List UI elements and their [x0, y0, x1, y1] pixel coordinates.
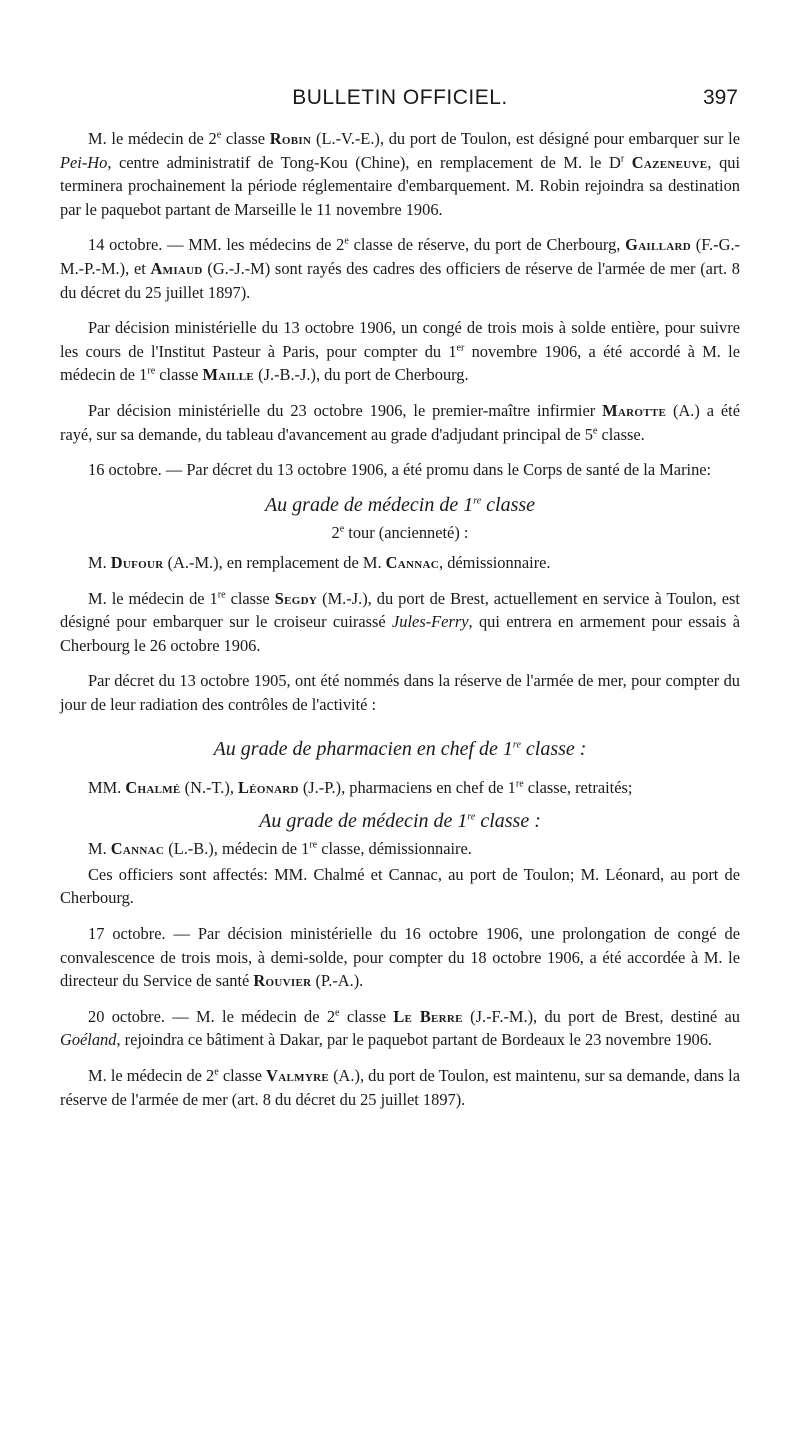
paragraph-affectations: Ces officiers sont affectés: MM. Chalmé et Cannac, au port de Toulon; M. Léonard, au port de Cherbourg. [60, 864, 740, 908]
paragraph-14-octobre: 14 octobre. — MM. les médecins de 2e classe de réserve, du port de Cherbourg, Gaillard (F.-G.-M.-P.-M.), et Amiaud (G.-J.-M) sont rayés des cadres des officiers de réserve de l'armée de mer (art. 8 du décret du 25 juillet 1897). [60, 235, 741, 302]
name-dufour: Dufour [110, 552, 164, 572]
paragraph-20-octobre: 20 octobre. — M. le médecin de 2e classe Le Berre (J.-F.-M.), du port de Brest, destiné au Goéland, rejoindra ce bâtiment à Dakar, par le paquebot partant de Bordeaux le 23 novembre 1906. [60, 1006, 740, 1050]
ship-name: Pei-Ho [60, 152, 108, 172]
name-le-berre: Le Berre [393, 1006, 463, 1026]
running-title: BULLETIN OFFICIEL. [292, 86, 508, 109]
name-rouvier: Rouvier [253, 971, 312, 991]
paragraph-segdy: M. le médecin de 1re classe Segdy (M.-J.), du port de Brest, actuellement en service à Toulon, est désigné pour embarquer sur le croiseur cuirassé Jules-Ferry, qui entrera en armement pour essais à Cherbourg le 26 octobre 1906. [60, 588, 740, 655]
paragraph-dufour: M. Dufour (A.-M.), en remplacement de M. Cannac, démissionnaire. [88, 552, 551, 572]
paragraph-maille: Par décision ministérielle du 13 octobre 1906, un congé de trois mois à solde entière, pour suivre les cours de l'Institut Pasteur à Paris, pour compter du 1er novembre 1906, a été accordé à M. le médecin de 1re classe Maille (J.-B.-J.), du port de Cherbourg. [60, 318, 740, 385]
ship-name: Jules-Ferry [392, 612, 469, 632]
paragraph-robin: M. le médecin de 2e classe Robin (L.-V.-E.), du port de Toulon, est désigné pour embarquer sur le Pei-Ho, centre administratif de Tong-Kou (Chine), en remplacement de M. le $D^r$ Cazeneuve, qui terminera prochainement la période réglementaire d'embarquement. M. Robin rejoindra sa destination par le paquebot partant de Marseille le 11 novembre 1906. [60, 129, 741, 219]
paragraph-16-octobre: 16 octobre. — Par décret du 13 octobre 1906, a été promu dans le Corps de santé de la Marine: [88, 460, 712, 480]
paragraph-chalme-leonard: MM. Chalmé (N.-T.), Léonard (J.-P.), pharmaciens en chef de 1re classe, retraités; [88, 778, 633, 798]
name-cannac: Cannac [110, 839, 165, 859]
section-heading-medecin-1re: Au grade de médecin de 1re classe [264, 493, 536, 516]
name-maille: Maille [202, 365, 255, 385]
name-segdy: Segdy [274, 588, 318, 608]
name-chalme: Chalmé [125, 778, 181, 798]
section-heading-medecin-1re-b: Au grade de médecin de 1re classe : [259, 809, 541, 832]
paragraph-marotte: Par décision ministérielle du 23 octobre 1906, le premier-maître infirmier Marotte (A.) a été rayé, sur sa demande, du tableau d'avancement au grade d'adjudant principal de 5e classe. [60, 400, 740, 444]
section-heading-pharmacien: Au grade de pharmacien en chef de 1re classe : [213, 738, 587, 761]
paragraph-decret-1905: Par décret du 13 octobre 1905, ont été nommés dans la réserve de l'armée de mer, pour compter du jour de leur radiation des contrôles de l'activité : [60, 671, 740, 714]
name-cannac: Cannac [385, 552, 439, 572]
paragraph-valmyre: M. le médecin de 2e classe Valmyre (A.), du port de Toulon, est maintenu, sur sa demande, dans la réserve de l'armée de mer (art. 8 du décret du 25 juillet 1897). [60, 1066, 740, 1109]
ship-name: Goéland [60, 1030, 117, 1050]
document-body [60, 127, 740, 1123]
name-cazeneuve: Cazeneuve [631, 152, 708, 172]
name-marotte: Marotte [602, 400, 667, 420]
page-header [0, 86, 800, 116]
name-amiaud: Amiaud [150, 258, 203, 278]
page-number: 397 [702, 86, 738, 109]
name-robin: Robin [269, 129, 312, 148]
section-subheading-tour: 2e tour (ancienneté) : [331, 523, 469, 543]
name-leonard: Léonard [238, 778, 299, 798]
paragraph-cannac: M. Cannac (L.-B.), médecin de 1re classe, démissionnaire. [88, 839, 472, 859]
paragraph-17-octobre: 17 octobre. — Par décision ministérielle du 16 octobre 1906, une prolongation de congé de convalescence de trois mois, à demi-solde, pour compter du 18 octobre 1906, a été accordée à M. le directeur du Service de santé Rouvier (P.-A.). [60, 924, 740, 991]
name-valmyre: Valmyre [266, 1066, 329, 1085]
name-gaillard: Gaillard [625, 235, 692, 255]
